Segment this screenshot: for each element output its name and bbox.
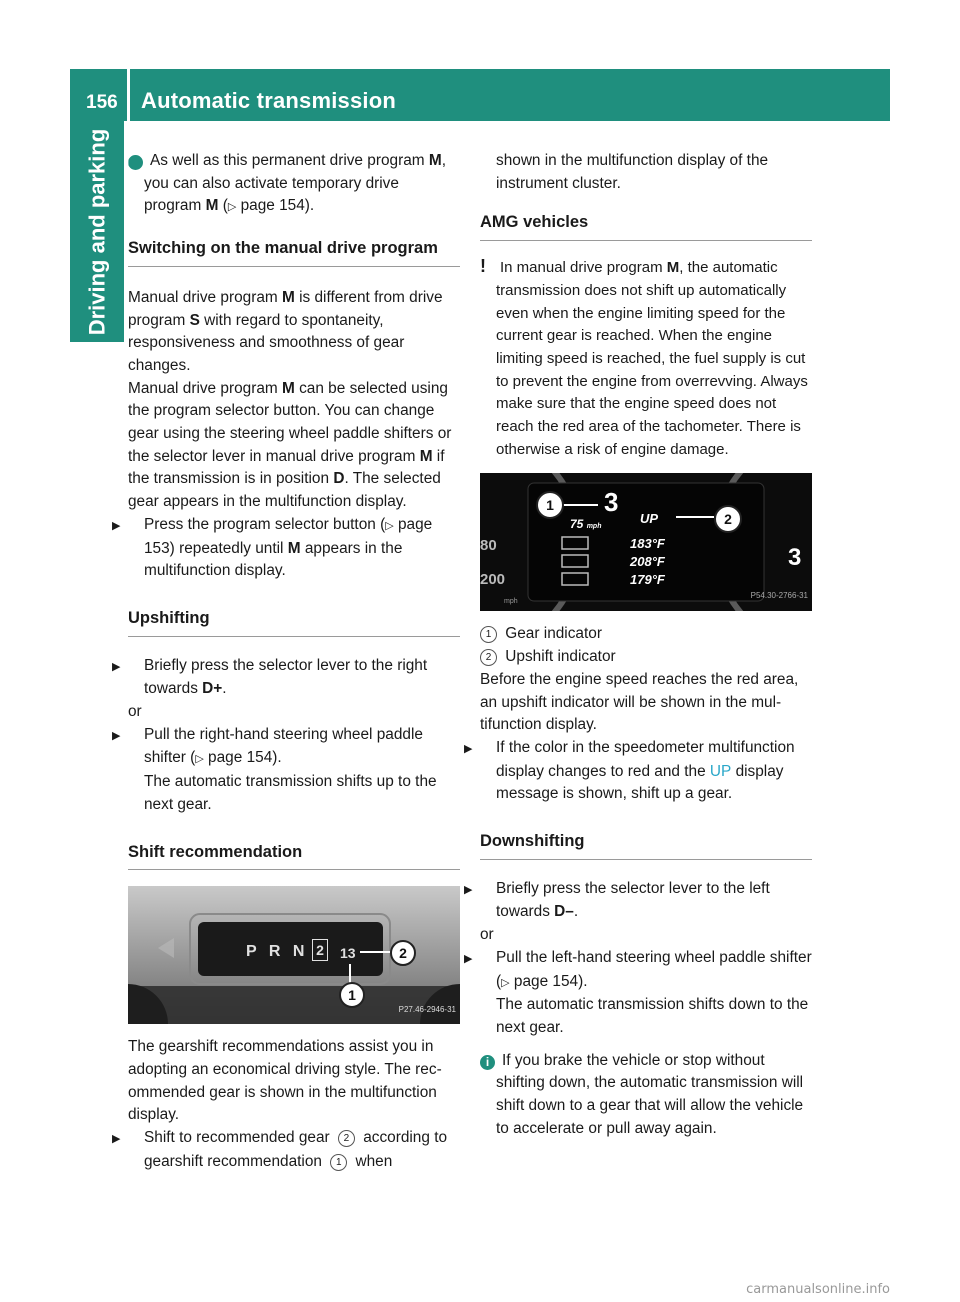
header-divider — [127, 69, 130, 121]
side-tab-label-wrap — [72, 121, 122, 342]
or-text: or — [480, 926, 494, 944]
step-result: The automatic transmission shifts down to the next gear. — [496, 996, 809, 1036]
step-item: ▶ Briefly press the selector lever to the right towards D+. — [112, 656, 428, 698]
step-arrow-icon: ▶ — [464, 952, 473, 965]
page-ref-icon: ▷ — [501, 976, 510, 989]
info-note: i As well as this permanent drive program M, you can also activate temporary drive program M (▷ page 154). — [125, 152, 446, 215]
callout-1: 1 — [536, 491, 564, 519]
step-item: ▶ Shift to recommended gear 2 according to gearshift recommendation 1 when — [112, 1129, 448, 1170]
left-dial-number-200: 200 — [480, 571, 506, 589]
warning-icon: ! — [480, 256, 486, 277]
step-arrow-icon: ▶ — [112, 660, 121, 673]
selected-gear: 2 — [312, 939, 328, 961]
figure-code: P54.30-2766-31 — [750, 590, 808, 600]
ref-number-1: 1 — [330, 1154, 347, 1171]
paragraph: Before the engine speed reaches the red area, an upshift indicator will be shown in the multifunction display. — [480, 670, 799, 734]
step-item: ▶ Press the program selector button (▷ page 153) repeatedly until M appears in the multifunction display. — [112, 515, 433, 580]
recommended-gear: 13 — [340, 945, 356, 962]
callout-2: 2 — [390, 940, 416, 966]
info-icon: i — [480, 1055, 495, 1070]
page-ref-icon: ▷ — [195, 753, 204, 766]
continued-text: shown in the multifunction display of the instrument cluster. — [496, 152, 769, 192]
step-arrow-icon: ▶ — [464, 742, 473, 755]
legend-number: 2 — [480, 649, 497, 666]
warning-note: ! In manual drive program M, the automatic transmission does not shift up automatically even when the engine limiting speed for the current gear is reached. When the engine limiting speed is reached, the fuel supply is cut to prevent the engine from overrevving. Always make sure that the engine speed does not reach the red area of the tachometer. There is otherwise a risk of engine damage. — [480, 256, 808, 458]
heading-downshifting: Downshifting — [480, 830, 812, 860]
heading-upshifting: Upshifting — [128, 607, 460, 637]
heading-shift-recommendation: Shift recommendation — [128, 841, 460, 871]
step-arrow-icon: ▶ — [112, 729, 121, 742]
legend-item: 1 Gear indicator — [480, 623, 812, 646]
figure-shift-recommendation — [128, 886, 460, 1024]
right-column — [464, 150, 812, 1141]
speed-value: 75 mph — [570, 517, 602, 532]
page-ref-icon: ▷ — [227, 201, 237, 214]
temp-2: 208°F — [630, 554, 665, 570]
step-result: The automatic transmission shifts up to the next gear. — [144, 773, 437, 813]
temp-1: 183°F — [630, 536, 665, 552]
page-title: Automatic transmission — [141, 88, 397, 113]
page-ref-icon: ▷ — [385, 519, 394, 532]
upshift-indicator-value: UP — [640, 511, 659, 527]
info-icon: i — [128, 155, 143, 170]
step-item: ▶ If the color in the speedometer multifunction display changes to red and the UP display message is shown, shift up a gear. — [464, 738, 795, 803]
paragraph: Manual drive program M can be selected using the program selector button. You can change gear using the steering wheel paddle shifters or the selector lever in manual drive program M if the transmission is in position D. The selected gear appears in the multifunction display. — [128, 379, 452, 511]
step-item: ▶ Pull the right-hand steering wheel paddle shifter (▷ page 154). — [112, 725, 423, 767]
temp-3: 179°F — [630, 572, 665, 588]
callout-1: 1 — [339, 982, 365, 1008]
left-dial-number-80: 80 — [480, 537, 497, 555]
heading-switch-manual: Switching on the manual drive program — [128, 237, 460, 267]
step-item: ▶ Pull the left-hand steering wheel paddle shifter (▷ page 154). — [464, 948, 812, 990]
ref-number-2: 2 — [338, 1130, 355, 1147]
step-arrow-icon: ▶ — [464, 883, 473, 896]
paragraph: The gearshift recommendations assist you in adopting an economical driving style. The recommended gear is shown in the multifunction display. — [128, 1038, 442, 1124]
left-dial-unit: mph — [504, 598, 518, 606]
side-tab-label: Driving and parking — [84, 128, 109, 335]
step-arrow-icon: ▶ — [112, 519, 121, 532]
heading-amg: AMG vehicles — [480, 211, 812, 241]
right-dial-gear: 3 — [788, 544, 802, 572]
up-display-text: UP — [709, 762, 732, 780]
callout-2: 2 — [714, 505, 742, 533]
step-item: ▶ Briefly press the selector lever to the left towards D–. — [464, 879, 770, 921]
step-arrow-icon: ▶ — [112, 1133, 121, 1146]
gear-letters: P R N — [246, 943, 309, 961]
legend-number: 1 — [480, 626, 497, 643]
page-number: 156 — [86, 92, 118, 113]
gear-indicator-value: 3 — [604, 487, 619, 518]
or-text: or — [128, 703, 142, 721]
figure-code: P27.46-2946-31 — [398, 1004, 456, 1014]
watermark: carmanualsonline.info — [746, 1282, 890, 1297]
paragraph: Manual drive program M is different from drive program S with regard to spontaneity, responsiveness and smoothness of gear changes. — [128, 288, 443, 374]
info-note: i If you brake the vehicle or stop without shifting down, the automatic transmission will shift down to a gear that will allow the vehicle to accelerate or pull away again. — [480, 1050, 812, 1141]
legend-item: 2 Upshift indicator — [480, 646, 812, 669]
figure-amg-cluster — [480, 473, 812, 611]
left-column — [112, 150, 460, 1174]
